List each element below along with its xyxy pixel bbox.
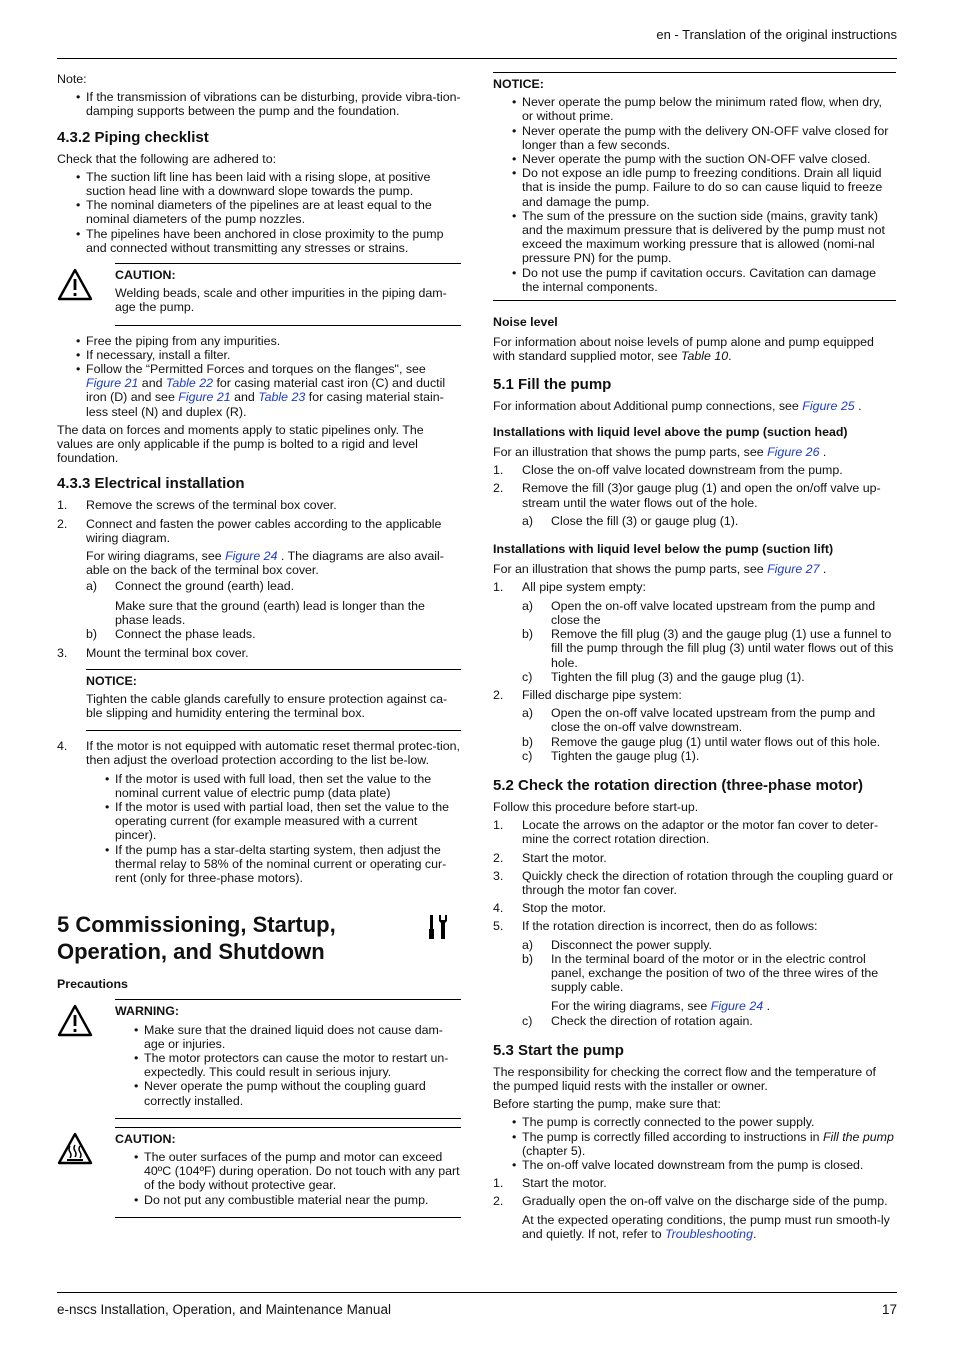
list-item: • Do not put any combustible material near the pump. [115, 1193, 461, 1207]
step-item [493, 463, 896, 477]
text-span: At the expected operating conditions, the pump must run smooth-ly and quietly. If not, refer to [522, 1212, 890, 1241]
caution-list [115, 1150, 461, 1207]
substep-item [493, 706, 896, 734]
chapter-5-heading [57, 911, 461, 965]
suction-lift-intro [493, 562, 896, 576]
caution-title: CAUTION: [115, 1131, 176, 1146]
text-span: For an illustration that shows the pump parts, see [493, 562, 768, 577]
wiring-diagram-note [493, 999, 896, 1013]
left-column [57, 72, 461, 1226]
substep-text: Close the fill (3) or gauge plug (1). [551, 513, 739, 528]
caution-text: Welding beads, scale and other impurities in the piping dam-age the pump. [115, 286, 447, 315]
step-text: If the rotation direction is incorrect, then do as follows: [522, 919, 818, 934]
warning-box [115, 999, 461, 1118]
text-span: and [230, 390, 259, 405]
list-item: • The suction lift line has been laid with a rising slope, at positive suction head line with a downward slope towards the pump. [57, 170, 461, 198]
right-column [493, 72, 896, 1243]
substep-text: Remove the gauge plug (1) until water flows out of this hole. [551, 734, 881, 749]
substep-text: Connect the ground (earth) lead. [115, 579, 295, 594]
list-item: • The sum of the pressure on the suction side (mains, gravity tank) and the maximum pressure that is delivered by the pump must not exceed the maximum working pressure that is allowed (nomi-nal pressure PN) for the pump. [493, 209, 896, 266]
start-paragraph-1: The responsibility for checking the correct flow and the temperature of the pumped liquid rests with the installer or owner. [493, 1064, 876, 1093]
step-item [493, 818, 896, 846]
wiring-note [57, 549, 461, 577]
list-item: • Never operate the pump with the delivery ON-OFF valve closed for longer than a few seconds. [493, 124, 896, 152]
step-item [493, 851, 896, 865]
step-item [493, 919, 896, 933]
substep-item [493, 749, 896, 763]
piping-intro: Check that the following are adhered to: [57, 151, 277, 166]
text-span: The pump is correctly filled according to instructions in [522, 1129, 823, 1144]
list-item [493, 1130, 896, 1158]
fill-pump-heading: 5.1 Fill the pump [493, 375, 612, 393]
suction-head-intro [493, 445, 896, 459]
text-span: For an illustration that shows the pump parts, see [493, 445, 768, 460]
list-item: • The pump is correctly connected to the power supply. [493, 1115, 896, 1129]
rotation-intro: Follow this procedure before start-up. [493, 799, 699, 814]
step-text: Remove the fill (3)or gauge plug (1) and open the on/off valve up-stream until the water flows out of the hole. [522, 481, 881, 510]
step-item [57, 646, 461, 660]
step-text: Connect and fasten the power cables according to the applicable wiring diagram. [86, 516, 442, 545]
tools-icon [429, 913, 447, 941]
step-number: 1. [493, 1176, 504, 1191]
substep-item [493, 952, 896, 995]
text-span: Follow the “Permitted Forces and torques on the flanges", see [86, 362, 426, 377]
table-23-link[interactable]: Table 23 [258, 390, 306, 405]
step-item [493, 1176, 896, 1190]
step-item [57, 498, 461, 512]
list-item: • If the motor is used with full load, then set the value to the nominal current value of electric pump (data plate) [57, 772, 461, 800]
warning-triangle-icon [57, 1004, 93, 1038]
troubleshooting-link[interactable]: Troubleshooting [665, 1226, 753, 1241]
text-span: . The diagrams are also avail-able on the back of the terminal box cover. [86, 549, 444, 578]
substep-item [493, 735, 896, 749]
text-span: for casing material cast iron (C) and ductil iron (D) and see [86, 376, 446, 405]
step-item [493, 1194, 896, 1208]
step-text: All pipe system empty: [522, 580, 646, 595]
list-item: • If the pump has a star-delta starting system, then adjust the thermal relay to 58% of the nominal current or operating cur-rent (only for three-phase motors). [57, 843, 461, 886]
text-span: (chapter 5). [522, 1143, 586, 1158]
list-item: • If the motor is used with partial load, then set the value to the operating current (for example measured with a current pincer). [57, 800, 461, 843]
text-span: . [819, 562, 827, 577]
substep-item [493, 1014, 896, 1028]
text-span: For the wiring diagrams, see [551, 999, 711, 1014]
notice-list [493, 95, 896, 294]
piping-list [57, 170, 461, 255]
caution-box-hot-surface [115, 1127, 461, 1218]
substep-letter: a) [522, 937, 534, 952]
start-pump-heading: 5.3 Start the pump [493, 1041, 624, 1059]
chapter-title: 5 Commissioning, Startup, Operation, and Shutdown [57, 912, 336, 965]
text-span: For information about noise levels of pump alone and pump equipped with standard supplied motor, see [493, 335, 874, 364]
step-item [57, 739, 461, 767]
notice-text: Tighten the cable glands carefully to ensure protection against ca-ble slipping and humidity entering the terminal box. [86, 691, 448, 720]
text-span: . [763, 999, 771, 1014]
step-item [57, 517, 461, 545]
step-number: 2. [493, 481, 504, 496]
hot-surface-icon [57, 1132, 93, 1166]
step-text: Stop the motor. [522, 901, 607, 916]
figure-21-link[interactable]: Figure 21 [178, 390, 231, 405]
list-item: • The on-off valve located downstream from the pump is closed. [493, 1158, 896, 1172]
overload-list [57, 772, 461, 886]
step-text: Remove the screws of the terminal box cover. [86, 498, 337, 513]
substep-text: Tighten the gauge plug (1). [551, 748, 700, 763]
figure-24-link[interactable]: Figure 24 [710, 999, 764, 1014]
noise-level-heading: Noise level [493, 315, 558, 330]
text-span: and [138, 376, 166, 391]
list-item: • If necessary, install a filter. [57, 348, 461, 362]
start-paragraph-2: Before starting the pump, make sure that: [493, 1097, 721, 1112]
note-label: Note: [57, 72, 87, 86]
text-span: . [854, 398, 862, 413]
text-span: For wiring diagrams, see [86, 549, 226, 564]
step-number: 4. [493, 901, 504, 916]
step-item [493, 688, 896, 702]
list-item: • Do not use the pump if cavitation occurs. Cavitation can damage the internal components. [493, 266, 896, 294]
step-text: Start the motor. [522, 1176, 607, 1191]
step-number: 2. [493, 850, 504, 865]
step-number: 1. [493, 580, 504, 595]
step-number: 2. [57, 516, 68, 531]
step-text: If the motor is not equipped with automatic reset thermal protec-tion, then adjust the overload protection according to the list be-low. [86, 739, 460, 768]
caution-title: CAUTION: [115, 268, 176, 283]
footer-manual-title: e-nscs Installation, Operation, and Maintenance Manual [57, 1302, 391, 1317]
figure-27-link[interactable]: Figure 27 [767, 562, 820, 577]
substep-letter: c) [522, 748, 533, 763]
list-item: • The outer surfaces of the pump and motor can exceed 40ºC (104ºF) during operation. Do not touch with any part of the body without protective gear. [115, 1150, 461, 1193]
list-item: • Do not expose an idle pump to freezing conditions. Drain all liquid that is inside the pump. Failure to do so can cause liquid to freeze and damage the pump. [493, 166, 896, 209]
step-number: 2. [493, 687, 504, 702]
suction-lift-heading: Installations with liquid level below the pump (suction lift) [493, 542, 834, 557]
step-text: Start the motor. [522, 850, 607, 865]
electrical-installation-heading: 4.3.3 Electrical installation [57, 475, 245, 493]
substep-item [57, 627, 461, 641]
step-number: 3. [57, 646, 68, 661]
substep-letter: c) [522, 669, 533, 684]
header-title: en - Translation of the original instructions [656, 27, 897, 42]
piping-actions-list [57, 334, 461, 419]
substep-letter: a) [86, 579, 98, 594]
warning-triangle-icon [57, 268, 93, 302]
piping-checklist-heading: 4.3.2 Piping checklist [57, 128, 209, 146]
step-number: 3. [493, 868, 504, 883]
step-item [493, 869, 896, 897]
forces-paragraph: The data on forces and moments apply to static pipelines only. The values are only applicable if the pump is bolted to a rigid and level foundation. [57, 422, 424, 466]
figure-25-link[interactable]: Figure 25 [802, 398, 855, 413]
step-number: 1. [493, 463, 504, 478]
text-span: For information about Additional pump connections, see [493, 398, 803, 413]
step-item [493, 481, 896, 509]
step-text: Mount the terminal box cover. [86, 646, 249, 661]
step-text: Gradually open the on-off valve on the discharge side of the pump. [522, 1194, 888, 1209]
suction-head-heading: Installations with liquid level above the pump (suction head) [493, 424, 848, 439]
text-span: . [752, 1226, 757, 1241]
text-span: . [819, 445, 827, 460]
text-span: for casing material stain-less steel (N) and duplex (R). [86, 390, 444, 419]
substep-text: Open the on-off valve located upstream from the pump and close the on-off valve downstream. [551, 706, 876, 735]
step-item [493, 580, 896, 594]
substep-item [57, 579, 461, 593]
note-item: • If the transmission of vibrations can be disturbing, provide vibra-tion-damping supports between the pump and the foundation. [57, 90, 461, 118]
list-item: • The pipelines have been anchored in close proximity to the pump and connected without transmitting any stresses or strains. [57, 227, 461, 255]
list-item: • Never operate the pump below the minimum rated flow, when dry, or without prime. [493, 95, 896, 123]
notice-box-operation [493, 72, 896, 301]
step-number: 4. [57, 739, 68, 754]
list-item: • The motor protectors can cause the motor to restart un-expectedly. This could result in serious injury. [115, 1051, 461, 1079]
substep-letter: b) [522, 734, 534, 749]
list-item: • Free the piping from any impurities. [57, 334, 461, 348]
caution-box-welding [115, 263, 461, 326]
text-span: . [728, 349, 732, 364]
substep-item [493, 514, 896, 528]
step-number: 1. [57, 498, 68, 513]
list-item: • Make sure that the drained liquid does not cause dam-age or injuries. [115, 1023, 461, 1051]
step-number: 2. [493, 1194, 504, 1209]
warning-title: WARNING: [115, 1004, 180, 1019]
substep-text: Disconnect the power supply. [551, 937, 712, 952]
step-text: Filled discharge pipe system: [522, 687, 682, 702]
list-item: • The nominal diameters of the pipelines are at least equal to the nominal diameters of the pump nozzles. [57, 198, 461, 226]
list-item-forces [57, 362, 461, 419]
substep-text: Connect the phase leads. [115, 627, 256, 642]
noise-paragraph [493, 335, 896, 363]
page-footer [57, 1292, 897, 1317]
step-item [493, 901, 896, 915]
notice-title: NOTICE: [493, 77, 544, 91]
list-item: • Never operate the pump with the suction ON-OFF valve closed. [493, 152, 896, 166]
table-10-ref: Table 10 [681, 349, 729, 364]
substep-letter: b) [86, 627, 98, 642]
page-number: 17 [881, 1302, 897, 1317]
rotation-direction-heading: 5.2 Check the rotation direction (three-phase motor) [493, 776, 864, 794]
expected-conditions-note [493, 1213, 896, 1241]
step-text: Quickly check the direction of rotation through the coupling guard or through the motor fan cover. [522, 868, 894, 897]
substep-letter: a) [522, 706, 534, 721]
substep-text: Remove the fill plug (3) and the gauge plug (1) use a funnel to fill the pump through the fill plug (3) until water flows out of this hole. [551, 627, 894, 670]
warning-list [115, 1023, 461, 1108]
figure-24-link[interactable]: Figure 24 [225, 549, 278, 564]
substep-letter: a) [522, 513, 534, 528]
substep-letter: b) [522, 951, 534, 966]
step-number: 5. [493, 919, 504, 934]
substep-text: Check the direction of rotation again. [551, 1013, 753, 1028]
substep-item [493, 627, 896, 670]
substep-letter: b) [522, 627, 534, 642]
note-list [57, 90, 461, 118]
substep-item [493, 599, 896, 627]
substep-item [493, 938, 896, 952]
substep-text: Open the on-off valve located upstream from the pump and close the [551, 598, 876, 627]
page-header [57, 26, 897, 59]
substep-text: In the terminal board of the motor or in the electric control panel, exchange the position of two of the three wires of the supply cable. [551, 951, 879, 995]
ground-lead-note: Make sure that the ground (earth) lead is longer than the phase leads. [115, 598, 425, 627]
fill-intro [493, 399, 896, 413]
table-22-link[interactable]: Table 22 [165, 376, 214, 391]
fill-pump-ref: Fill the pump [822, 1129, 894, 1144]
notice-box-cable-glands [86, 669, 461, 732]
substep-item [493, 670, 896, 684]
figure-26-link[interactable]: Figure 26 [767, 445, 820, 460]
step-text: Locate the arrows on the adaptor or the motor fan cover to deter-mine the correct rotation direction. [522, 818, 879, 847]
substep-letter: a) [522, 598, 534, 613]
step-number: 1. [493, 818, 504, 833]
notice-title: NOTICE: [86, 673, 137, 688]
precautions-heading: Precautions [57, 977, 128, 992]
substep-letter: c) [522, 1013, 533, 1028]
substep-text: Tighten the fill plug (3) and the gauge plug (1). [551, 669, 805, 684]
list-item: • Never operate the pump without the coupling guard correctly installed. [115, 1079, 461, 1107]
start-checklist [493, 1115, 896, 1172]
figure-21-link[interactable]: Figure 21 [86, 376, 139, 391]
step-text: Close the on-off valve located downstream from the pump. [522, 463, 843, 478]
